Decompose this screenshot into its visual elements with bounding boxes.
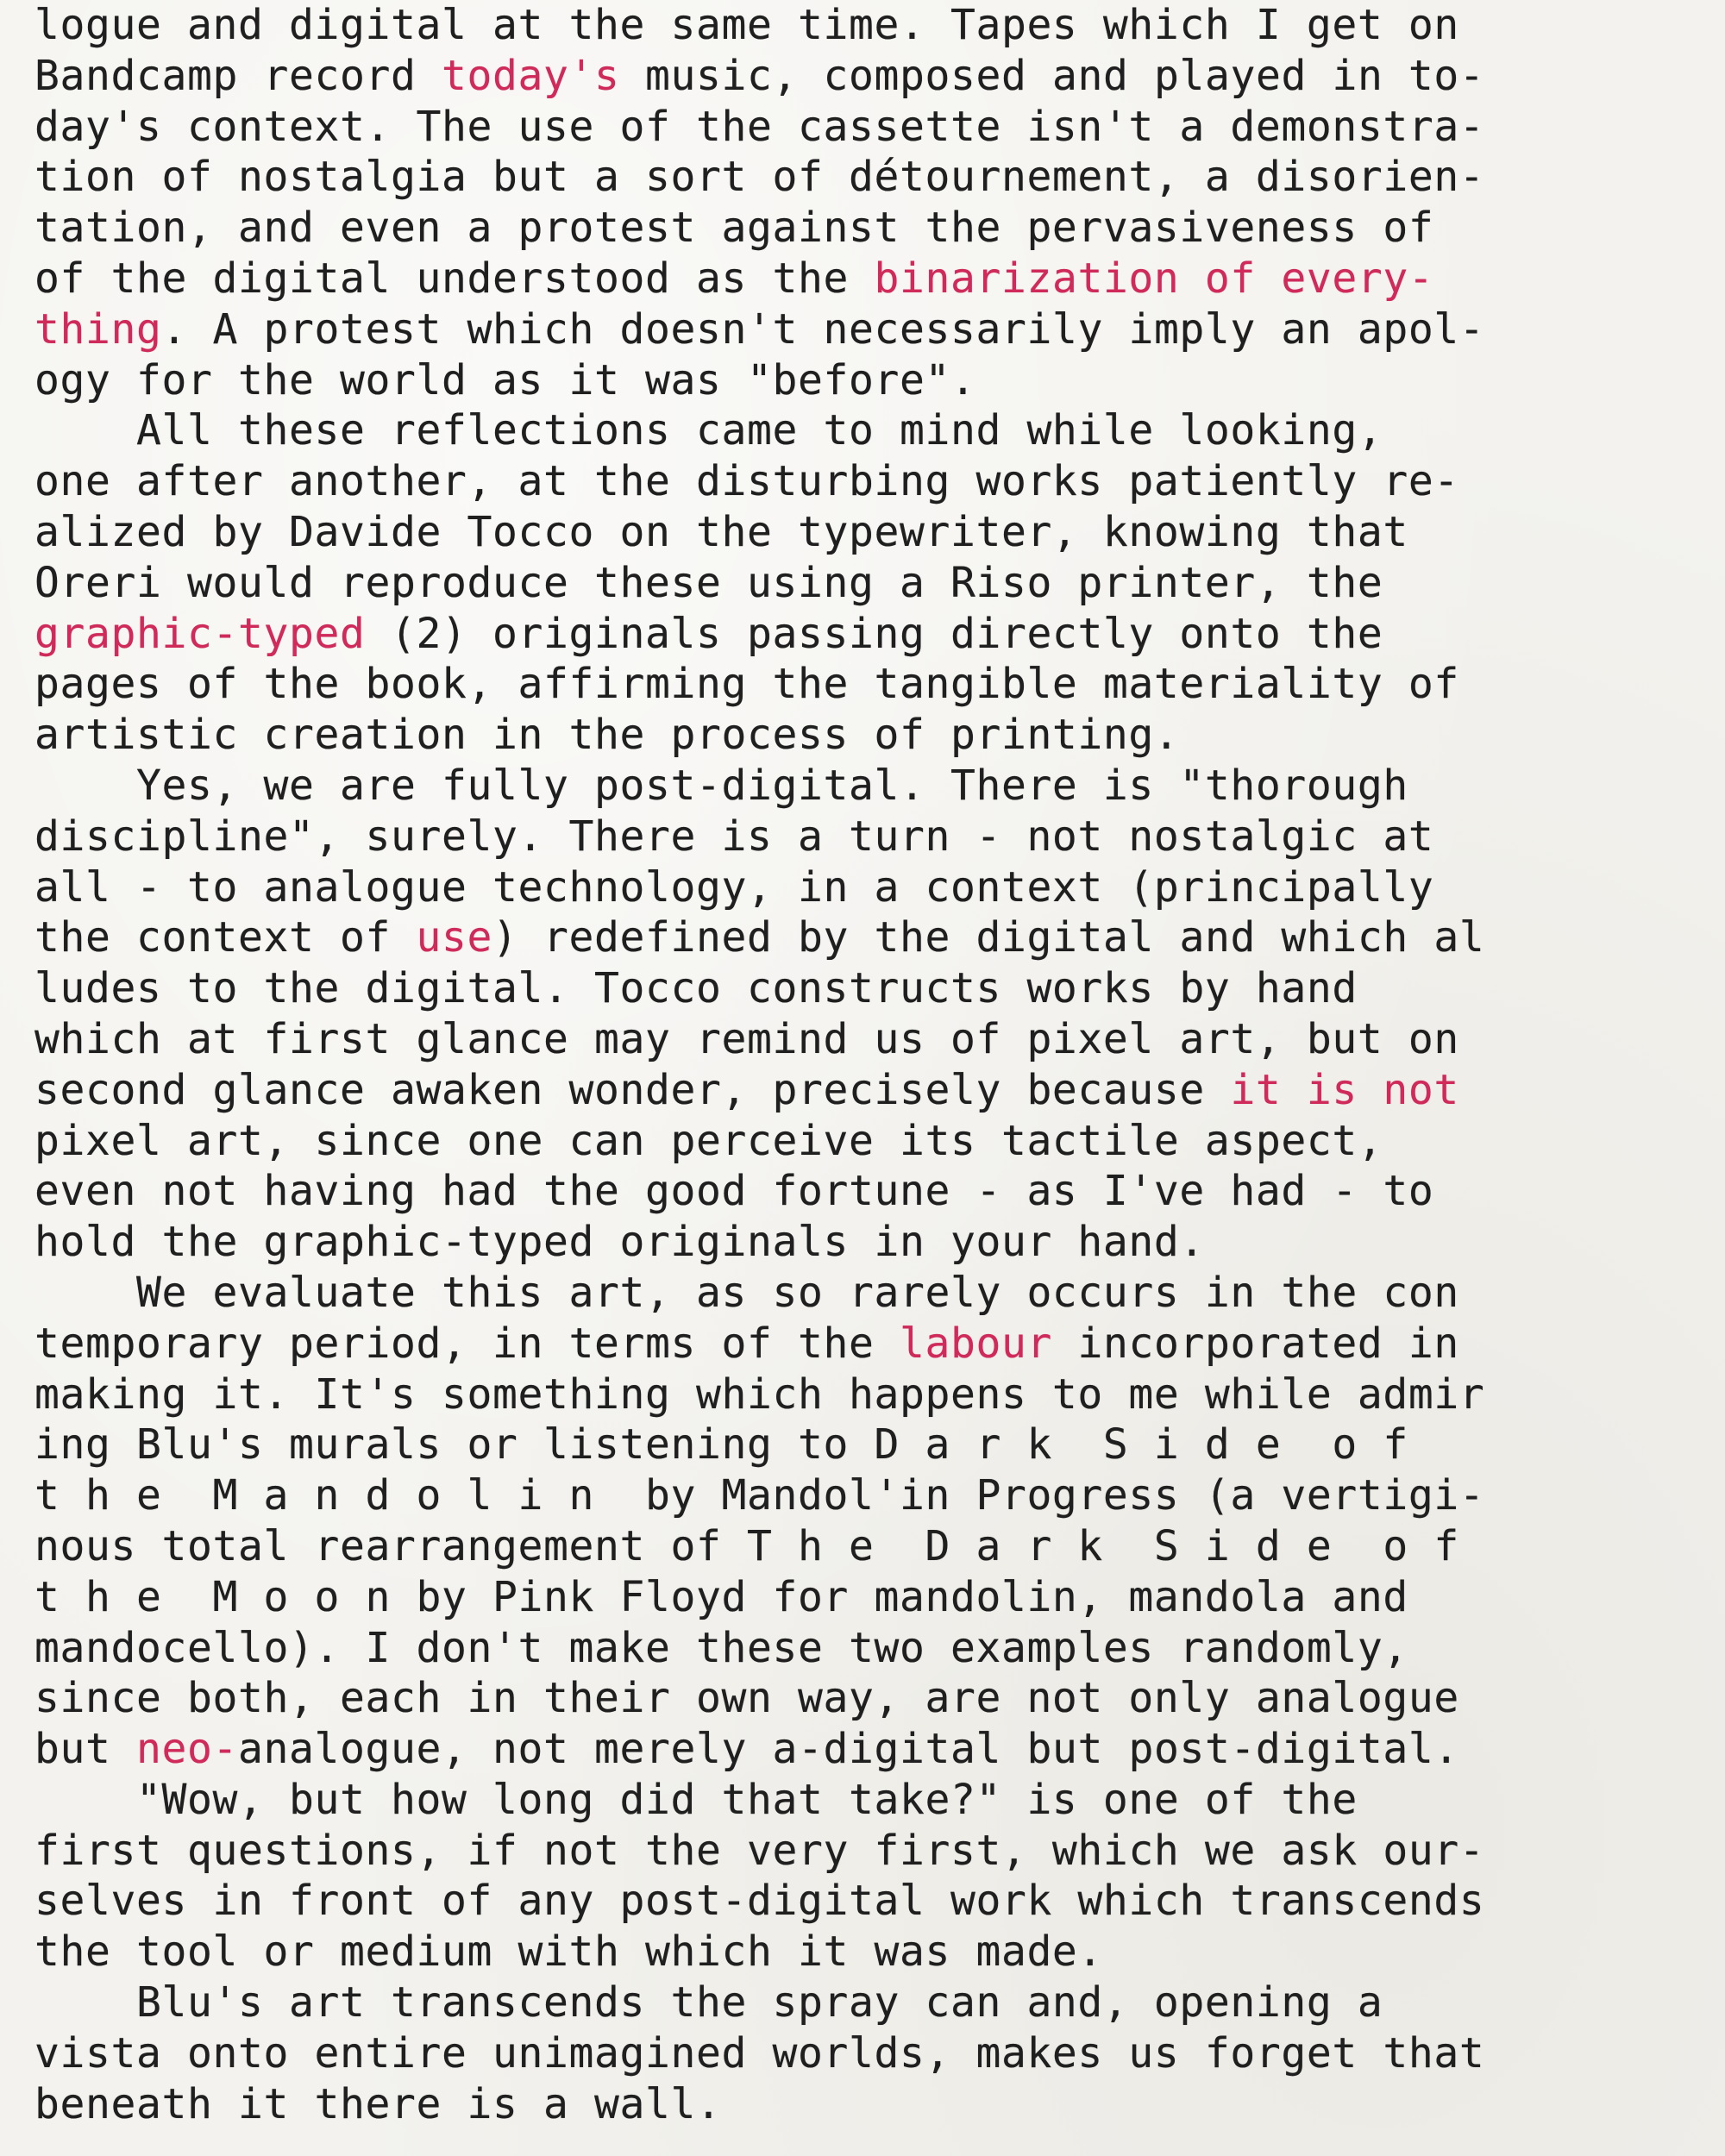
- text-line: [34, 609, 1708, 660]
- text-line: [34, 1470, 1708, 1521]
- text-segment: analogue, not merely a-digital but post-digital.: [238, 1725, 1459, 1774]
- text-line: [34, 102, 1708, 153]
- text-segment: pixel art, since one can perceive its tactile aspect,: [34, 1116, 1383, 1165]
- text-line: [34, 1065, 1708, 1116]
- text-segment: ogy for the world as it was "before".: [34, 355, 976, 404]
- text-line: [34, 710, 1708, 761]
- red-text-segment: neo-: [136, 1725, 238, 1774]
- text-line: [34, 1826, 1708, 1877]
- text-segment: Bandcamp record: [34, 51, 442, 100]
- text-line: [34, 304, 1708, 355]
- text-segment: discipline", surely. There is a turn - not nostalgic at: [34, 812, 1434, 861]
- red-text-segment: thing: [34, 304, 162, 354]
- text-line: [34, 912, 1708, 963]
- text-segment: ludes to the digital. Tocco constructs works by hand: [34, 964, 1358, 1013]
- text-segment: (2) originals passing directly onto the: [365, 609, 1383, 658]
- text-segment: "Wow, but how long did that take?" is one of the: [34, 1775, 1358, 1824]
- text-segment: pages of the book, affirming the tangible materiality of: [34, 660, 1459, 709]
- text-line: [34, 1775, 1708, 1826]
- text-line: [34, 1673, 1708, 1724]
- text-segment: hold the graphic-typed originals in your hand.: [34, 1218, 1205, 1267]
- text-line: [34, 355, 1708, 406]
- text-segment: the context of: [34, 913, 417, 962]
- text-segment: but: [34, 1725, 136, 1774]
- text-line: [34, 1977, 1708, 2028]
- text-segment: making it. It's something which happens to me while admir: [34, 1369, 1485, 1419]
- red-text-segment: it is not: [1230, 1065, 1459, 1114]
- text-segment: All these reflections came to mind while looking,: [34, 406, 1383, 455]
- text-segment: even not having had the good fortune - as I've had - to: [34, 1167, 1434, 1216]
- text-segment: ) redefined by the digital and which al: [492, 913, 1485, 962]
- text-segment: all - to analogue technology, in a context (principally: [34, 862, 1434, 912]
- text-segment: t h e M a n d o l i n by Mandol'in Progress (a vertigi-: [34, 1471, 1485, 1520]
- text-segment: first questions, if not the very first, which we ask our-: [34, 1826, 1485, 1875]
- text-line: [34, 2079, 1708, 2130]
- text-segment: Blu's art transcends the spray can and, opening a: [34, 1978, 1383, 2028]
- text-line: [34, 507, 1708, 558]
- text-line: [34, 1572, 1708, 1623]
- text-line: [34, 659, 1708, 710]
- text-line: [34, 254, 1708, 304]
- text-segment: alized by Davide Tocco on the typewriter, knowing that: [34, 507, 1408, 556]
- text-line: [34, 1268, 1708, 1319]
- text-line: [34, 1927, 1708, 1977]
- red-text-segment: graphic-typed: [34, 609, 366, 658]
- red-text-segment: use: [416, 913, 492, 962]
- text-segment: tation, and even a protest against the pervasiveness of: [34, 204, 1434, 253]
- text-segment: incorporated in: [1051, 1319, 1459, 1368]
- text-line: [34, 812, 1708, 862]
- text-line: [34, 1623, 1708, 1674]
- text-segment: ing Blu's murals or listening to D a r k S i d e o f: [34, 1420, 1408, 1470]
- text-line: [34, 1166, 1708, 1217]
- text-line: [34, 2028, 1708, 2079]
- text-segment: nous total rearrangement of T h e D a r k S i d e o f: [34, 1521, 1459, 1570]
- text-segment: Oreri would reproduce these using a Riso printer, the: [34, 558, 1383, 607]
- text-segment: tion of nostalgia but a sort of détournement, a disorien-: [34, 153, 1485, 202]
- text-segment: mandocello). I don't make these two examples randomly,: [34, 1623, 1408, 1672]
- text-line: [34, 203, 1708, 254]
- red-text-segment: today's: [441, 51, 620, 100]
- text-segment: We evaluate this art, as so rarely occurs in the con: [34, 1268, 1459, 1317]
- text-segment: day's context. The use of the cassette isn't a demonstra-: [34, 102, 1485, 151]
- text-segment: logue and digital at the same time. Tapes which I get on: [34, 1, 1459, 49]
- text-segment: temporary period, in terms of the: [34, 1319, 900, 1368]
- text-line: [34, 1724, 1708, 1775]
- text-segment: of the digital understood as the: [34, 254, 875, 303]
- text-segment: since both, each in their own way, are not only analogue: [34, 1674, 1459, 1723]
- text-segment: . A protest which doesn't necessarily imply an apol-: [161, 304, 1485, 354]
- text-segment: one after another, at the disturbing works patiently re-: [34, 457, 1459, 506]
- text-segment: vista onto entire unimagined worlds, makes us forget that: [34, 2028, 1485, 2078]
- red-text-segment: binarization of every-: [874, 254, 1434, 303]
- text-line: [34, 1014, 1708, 1065]
- text-line: [34, 1217, 1708, 1268]
- text-line: [34, 0, 1708, 51]
- text-line: [34, 1116, 1708, 1167]
- text-line: [34, 1420, 1708, 1470]
- text-segment: artistic creation in the process of printing.: [34, 711, 1180, 760]
- text-line: [34, 761, 1708, 812]
- text-line: [34, 456, 1708, 507]
- text-line: [34, 405, 1708, 456]
- text-line: [34, 1319, 1708, 1369]
- typewritten-text: [34, 0, 1708, 2129]
- text-line: [34, 152, 1708, 203]
- text-segment: the tool or medium with which it was made.: [34, 1927, 1103, 1977]
- red-text-segment: labour: [899, 1319, 1052, 1368]
- text-line: [34, 1876, 1708, 1927]
- text-line: [34, 1369, 1708, 1420]
- text-line: [34, 558, 1708, 609]
- text-line: [34, 51, 1708, 102]
- text-segment: t h e M o o n by Pink Floyd for mandolin, mandola and: [34, 1572, 1408, 1621]
- text-segment: Yes, we are fully post-digital. There is "thorough: [34, 761, 1408, 810]
- text-line: [34, 963, 1708, 1014]
- text-line: [34, 862, 1708, 913]
- text-segment: music, composed and played in to-: [619, 51, 1485, 100]
- text-segment: beneath it there is a wall.: [34, 2079, 722, 2128]
- text-segment: which at first glance may remind us of pixel art, but on: [34, 1014, 1459, 1063]
- text-segment: second glance awaken wonder, precisely because: [34, 1065, 1231, 1114]
- text-line: [34, 1521, 1708, 1572]
- text-segment: selves in front of any post-digital work which transcends: [34, 1877, 1485, 1926]
